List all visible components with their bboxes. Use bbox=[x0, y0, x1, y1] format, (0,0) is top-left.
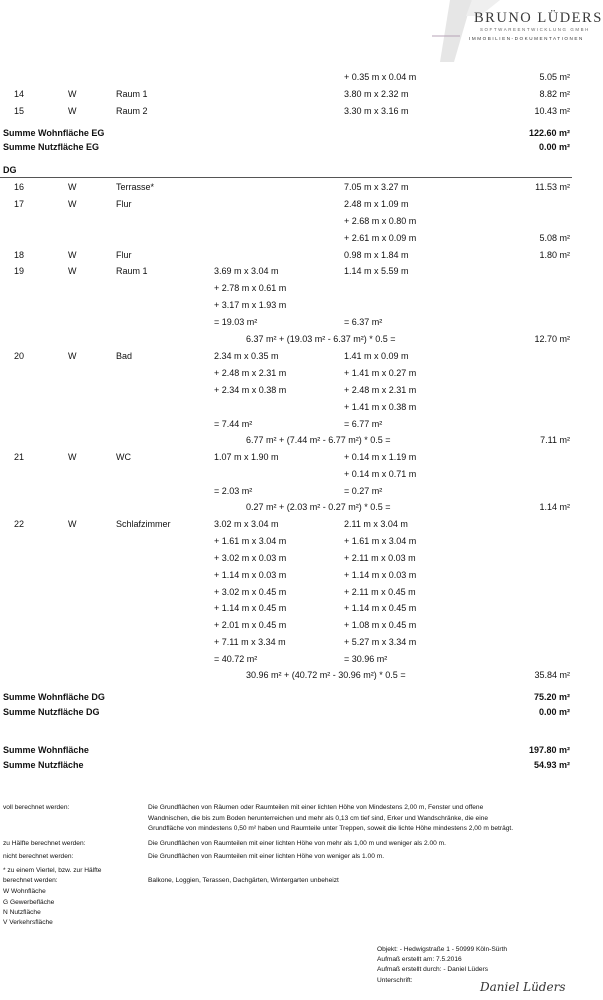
room-name: Bad bbox=[116, 351, 133, 361]
room-number: 16 bbox=[14, 182, 25, 192]
measure-sum: = 30.96 m² bbox=[344, 654, 388, 664]
room-name: Terrasse* bbox=[116, 182, 155, 192]
area-value: 12.70 m² bbox=[534, 334, 570, 344]
note-label: berechnet werden: bbox=[3, 877, 58, 884]
room-type: W bbox=[68, 266, 77, 276]
area-value: 1.14 m² bbox=[539, 502, 570, 512]
room-type: W bbox=[68, 199, 77, 209]
sum-label: Summe Nutzfläche EG bbox=[3, 142, 100, 152]
measure-cell: + 1.41 m x 0.27 m bbox=[344, 368, 417, 378]
measure-cell: + 1.08 m x 0.45 m bbox=[344, 620, 417, 630]
measure-cell: 2.48 m x 1.09 m bbox=[344, 199, 409, 209]
measure-sum: = 40.72 m² bbox=[214, 654, 258, 664]
brand-subtitle: IMMOBILIEN-DOKUMENTATIONEN bbox=[469, 36, 584, 41]
measure-cell: 3.80 m x 2.32 m bbox=[344, 89, 409, 99]
measure-sum: = 6.37 m² bbox=[344, 317, 383, 327]
room-type: W bbox=[68, 182, 77, 192]
sum-label: Summe Nutzfläche DG bbox=[3, 707, 100, 717]
measure-cell: + 1.41 m x 0.38 m bbox=[344, 402, 417, 412]
note-label: voll berechnet werden: bbox=[3, 804, 70, 811]
brand-tagline: SOFTWAREENTWICKLUNG GMBH bbox=[480, 27, 590, 32]
area-value: 5.08 m² bbox=[539, 233, 570, 243]
formula: 6.37 m² + (19.03 m² - 6.37 m²) * 0.5 = bbox=[246, 334, 396, 344]
measure-cell: + 2.48 m x 2.31 m bbox=[344, 385, 417, 395]
measure-cell: + 2.68 m x 0.80 m bbox=[344, 216, 417, 226]
footer-objekt: Objekt: - Hedwigstraße 1 - 50999 Köln-Sürth bbox=[377, 946, 508, 953]
measure-cell: 2.11 m x 3.04 m bbox=[344, 519, 408, 529]
room-number: 18 bbox=[14, 250, 25, 260]
measure-cell: 2.34 m x 0.35 m bbox=[214, 351, 279, 361]
measure-cell: + 2.01 m x 0.45 m bbox=[214, 620, 287, 630]
measure-cell: + 1.14 m x 0.45 m bbox=[214, 603, 287, 613]
room-type: W bbox=[68, 106, 77, 116]
section-heading: DG bbox=[3, 165, 17, 175]
room-number: 14 bbox=[14, 89, 25, 99]
measure-cell: + 0.14 m x 0.71 m bbox=[344, 469, 417, 479]
sum-label: Summe Wohnfläche DG bbox=[3, 692, 105, 702]
measure-cell: 3.69 m x 3.04 m bbox=[214, 266, 279, 276]
room-type: W bbox=[68, 89, 77, 99]
room-name: Raum 1 bbox=[116, 266, 148, 276]
sum-label: Summe Nutzfläche bbox=[3, 760, 84, 770]
room-name: Flur bbox=[116, 199, 132, 209]
note-text: Grundfläche von mindestens 0,50 m² haben und Raumteile unter Treppen, soweit die lichte Höhe mindestens 2,00 m beträgt. bbox=[148, 825, 514, 832]
measure-cell: + 1.61 m x 3.04 m bbox=[344, 536, 417, 546]
room-name: Schlafzimmer bbox=[116, 519, 171, 529]
note-label: zu Hälfte berechnet werden: bbox=[3, 840, 86, 847]
legend-item: V Verkehrsfläche bbox=[3, 919, 53, 926]
room-name: Raum 1 bbox=[116, 89, 148, 99]
signature: Daniel Lüders bbox=[480, 980, 566, 994]
note-text: Balkone, Loggien, Terassen, Dachgärten, Wintergarten unbeheizt bbox=[148, 877, 339, 884]
note-text: Die Grundflächen von Räumen oder Raumteilen mit einer lichten Höhe von Mindestens 2,00 m, Fenster und offene bbox=[148, 804, 484, 811]
sum-label: Summe Wohnfläche bbox=[3, 745, 89, 755]
measure-sum: = 0.27 m² bbox=[344, 486, 383, 496]
measure-sum: = 6.77 m² bbox=[344, 419, 383, 429]
sum-value: 0.00 m² bbox=[538, 142, 570, 152]
legend-item: N Nutzfläche bbox=[3, 909, 41, 916]
measure-cell: 1.07 m x 1.90 m bbox=[214, 452, 279, 462]
measure-cell: + 2.34 m x 0.38 m bbox=[214, 385, 287, 395]
footer-date: Aufmaß erstellt am: 7.5.2016 bbox=[377, 956, 462, 963]
measure-cell: + 1.14 m x 0.03 m bbox=[214, 570, 287, 580]
measure-cell: 1.14 m x 5.59 m bbox=[344, 266, 409, 276]
measure-cell: 0.98 m x 1.84 m bbox=[344, 250, 409, 260]
measure-cell: + 2.11 m x 0.03 m bbox=[344, 553, 416, 563]
measure-sum: = 19.03 m² bbox=[214, 317, 258, 327]
sum-value: 75.20 m² bbox=[533, 692, 570, 702]
measure-cell: + 5.27 m x 3.34 m bbox=[344, 637, 417, 647]
sum-label: Summe Wohnfläche EG bbox=[3, 128, 105, 138]
sum-value: 197.80 m² bbox=[528, 745, 570, 755]
area-value: 1.80 m² bbox=[539, 250, 570, 260]
area-value: 10.43 m² bbox=[534, 106, 570, 116]
measure-cell: + 3.17 m x 1.93 m bbox=[214, 300, 287, 310]
measure-cell: + 0.14 m x 1.19 m bbox=[344, 452, 417, 462]
measure-cell: + 2.11 m x 0.45 m bbox=[344, 587, 416, 597]
measure-sum: = 7.44 m² bbox=[214, 419, 253, 429]
room-name: WC bbox=[116, 452, 131, 462]
measure-cell: + 3.02 m x 0.03 m bbox=[214, 553, 287, 563]
room-number: 17 bbox=[14, 199, 25, 209]
measure-cell: + 7.11 m x 3.34 m bbox=[214, 637, 286, 647]
area-value: 8.82 m² bbox=[539, 89, 570, 99]
note-label: * zu einem Viertel, bzw. zur Hälfte bbox=[3, 867, 102, 874]
measure-cell: 7.05 m x 3.27 m bbox=[344, 182, 409, 192]
measure-cell: + 2.61 m x 0.09 m bbox=[344, 233, 417, 243]
room-type: W bbox=[68, 250, 77, 260]
measure-cell: + 1.14 m x 0.45 m bbox=[344, 603, 417, 613]
section-divider bbox=[0, 177, 572, 178]
measure-cell: + 0.35 m x 0.04 m bbox=[344, 72, 417, 82]
sum-value: 0.00 m² bbox=[538, 707, 570, 717]
formula: 6.77 m² + (7.44 m² - 6.77 m²) * 0.5 = bbox=[246, 435, 391, 445]
area-value: 11.53 m² bbox=[535, 182, 570, 192]
area-value: 5.05 m² bbox=[539, 72, 570, 82]
measure-cell: 3.30 m x 3.16 m bbox=[344, 106, 409, 116]
footer-signature-label: Unterschrift: bbox=[377, 977, 413, 984]
measure-cell: + 1.14 m x 0.03 m bbox=[344, 570, 417, 580]
area-value: 35.84 m² bbox=[534, 670, 570, 680]
measure-cell: 1.41 m x 0.09 m bbox=[344, 351, 409, 361]
legend-item: W Wohnfläche bbox=[3, 888, 46, 895]
brand-name: BRUNO LÜDERS bbox=[474, 10, 603, 26]
room-type: W bbox=[68, 351, 77, 361]
measure-cell: + 2.78 m x 0.61 m bbox=[214, 283, 287, 293]
room-number: 19 bbox=[14, 266, 25, 276]
room-name: Raum 2 bbox=[116, 106, 148, 116]
footer-author: Aufmaß erstellt durch: - Daniel Lüders bbox=[377, 966, 489, 973]
measure-cell: + 2.48 m x 2.31 m bbox=[214, 368, 287, 378]
room-number: 20 bbox=[14, 351, 25, 361]
note-label: nicht berechnet werden: bbox=[3, 853, 74, 860]
area-value: 7.11 m² bbox=[540, 435, 570, 445]
formula: 0.27 m² + (2.03 m² - 0.27 m²) * 0.5 = bbox=[246, 502, 391, 512]
room-type: W bbox=[68, 452, 77, 462]
measure-sum: = 2.03 m² bbox=[214, 486, 253, 496]
room-name: Flur bbox=[116, 250, 132, 260]
sum-value: 122.60 m² bbox=[528, 128, 570, 138]
room-type: W bbox=[68, 519, 77, 529]
formula: 30.96 m² + (40.72 m² - 30.96 m²) * 0.5 = bbox=[246, 670, 406, 680]
legend-item: G Gewerbefläche bbox=[3, 899, 55, 906]
measure-cell: 3.02 m x 3.04 m bbox=[214, 519, 279, 529]
room-number: 22 bbox=[14, 519, 25, 529]
room-number: 21 bbox=[14, 452, 25, 462]
note-text: Die Grundflächen von Raumteilen mit einer lichten Höhe von mehr als 1,00 m und weniger als 2.00 m. bbox=[148, 840, 446, 847]
note-text: Wandnischen, die bis zum Boden herunterreichen und mehr als 0,13 cm tief sind, Erker und Wandschränke, die eine bbox=[148, 815, 489, 822]
room-number: 15 bbox=[14, 106, 25, 116]
measure-cell: + 1.61 m x 3.04 m bbox=[214, 536, 287, 546]
note-text: Die Grundflächen von Raumteilen mit einer lichten Höhe von weniger als 1.00 m. bbox=[148, 853, 385, 860]
measure-cell: + 3.02 m x 0.45 m bbox=[214, 587, 287, 597]
sum-value: 54.93 m² bbox=[533, 760, 570, 770]
